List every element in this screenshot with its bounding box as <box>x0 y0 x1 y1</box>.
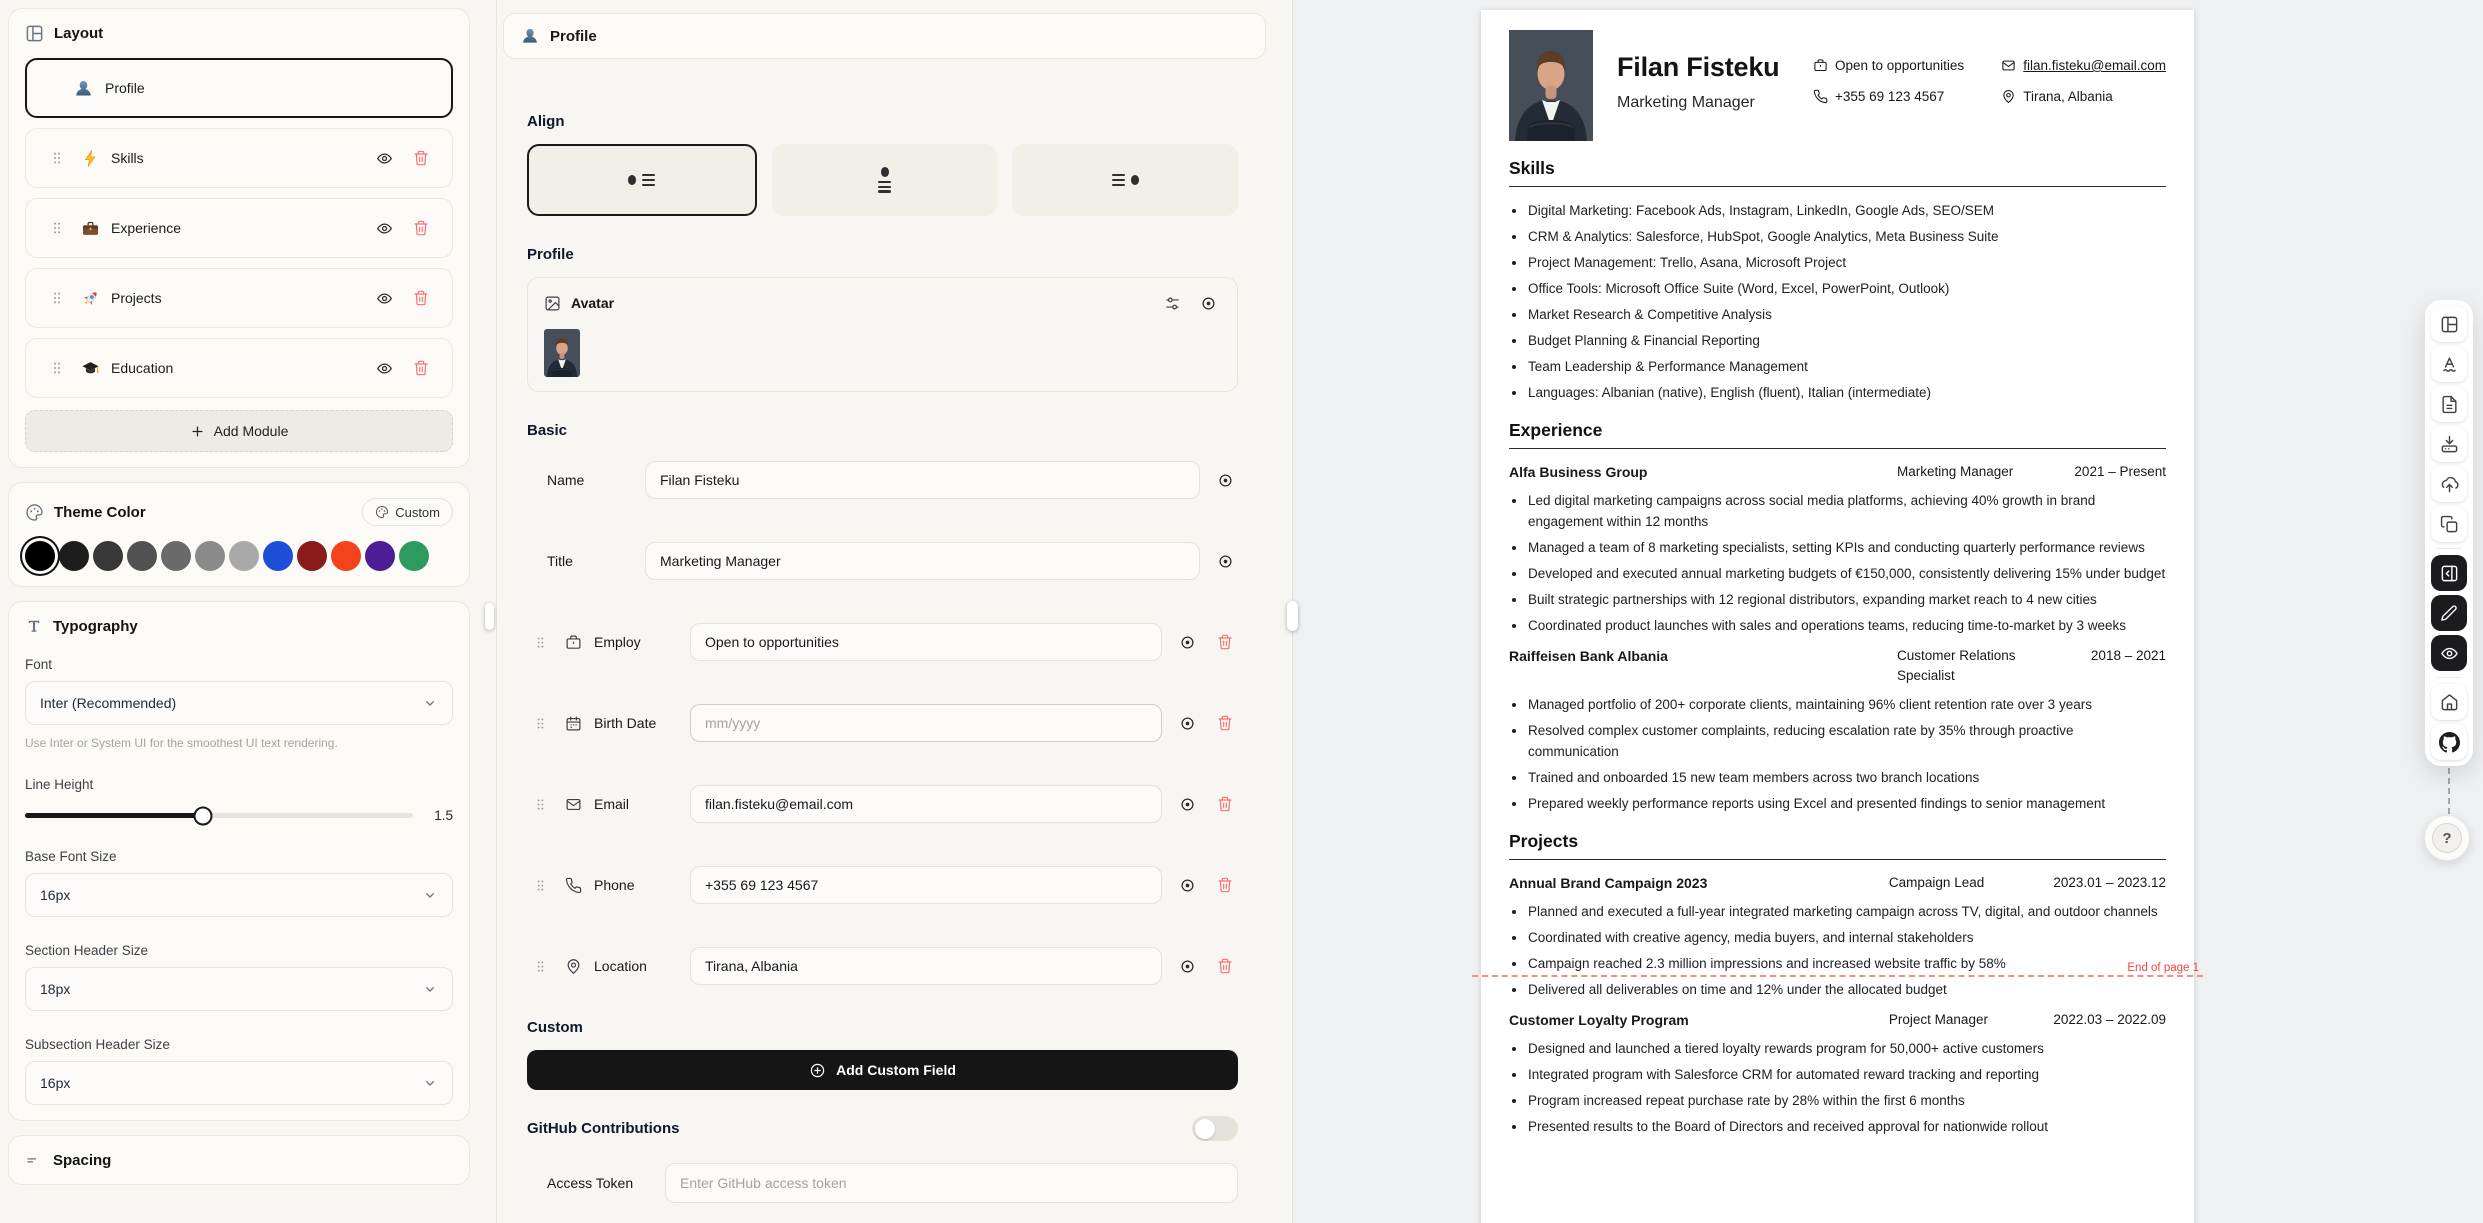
skill-item: • Office Tools: Microsoft Office Suite (Word, Excel, PowerPoint, Outlook) <box>1527 278 2166 299</box>
avatar-photo-image <box>544 329 580 377</box>
resume-page <box>1481 10 2199 1223</box>
visibility-toggle-button[interactable] <box>371 145 397 171</box>
field-visibility-button[interactable] <box>1174 629 1200 655</box>
drag-handle-icon[interactable] <box>527 791 553 817</box>
slider-knob[interactable] <box>194 806 213 825</box>
visibility-toggle-button[interactable] <box>371 285 397 311</box>
eye-icon <box>1200 295 1217 312</box>
font-select-value: Inter (Recommended) <box>40 695 177 711</box>
base-font-size-select[interactable] <box>25 873 453 917</box>
color-swatch[interactable] <box>263 541 293 571</box>
briefcase-emoji-icon <box>81 219 100 238</box>
project-period: 2023.01 – 2023.12 <box>2053 875 2166 890</box>
phone-field-label: Phone <box>594 877 635 893</box>
editor-resize-handle[interactable] <box>1287 601 1298 631</box>
project-role: Project Manager <box>1888 1012 1988 1027</box>
align-left-icon <box>628 174 655 186</box>
bullet-item: • Resolved complex customer complaints, reducing escalation rate by 35% through proactive communication <box>1527 720 2166 762</box>
add-module-label: Add Module <box>213 423 289 439</box>
typography-title: Typography <box>53 617 138 635</box>
skills-list <box>1509 200 2166 403</box>
typography-header <box>25 617 453 635</box>
delete-field-button[interactable] <box>1212 629 1238 655</box>
resume-header <box>1509 30 2166 141</box>
file-text-icon <box>2440 395 2459 414</box>
bullet-item: • Designed and launched a tiered loyalty rewards program for 50,000+ active customers <box>1527 1038 2166 1059</box>
name-input[interactable] <box>645 461 1200 499</box>
field-visibility-button[interactable] <box>1174 872 1200 898</box>
phone-icon <box>1813 89 1828 104</box>
skill-item: • Market Research & Competitive Analysis <box>1527 304 2166 325</box>
avatar-settings-button[interactable] <box>1159 290 1185 316</box>
layout-icon <box>25 24 44 43</box>
drag-handle-icon[interactable] <box>44 145 70 171</box>
floating-toolbar <box>2425 300 2473 766</box>
color-swatch[interactable] <box>229 541 259 571</box>
spacing-panel <box>8 1135 470 1185</box>
eye-icon <box>1179 877 1196 894</box>
cloud-sync-button[interactable] <box>2431 466 2467 502</box>
preview-mode-button[interactable] <box>2431 635 2467 671</box>
eye-icon <box>1179 715 1196 732</box>
entry-role: Marketing Manager <box>1897 464 2014 479</box>
line-height-slider-row <box>25 808 453 823</box>
color-swatch[interactable] <box>59 541 89 571</box>
person-icon <box>520 26 540 46</box>
experience-entry <box>1509 646 2166 814</box>
spacing-header <box>25 1151 453 1169</box>
drag-handle-icon[interactable] <box>44 215 70 241</box>
module-item-experience[interactable] <box>25 198 453 258</box>
bullet-item: • Campaign reached 2.3 million impressions and increased website traffic by 58% <box>1527 953 2166 974</box>
trash-icon <box>1217 877 1233 893</box>
name-field-label: Name <box>547 472 585 488</box>
profile-editor-panel <box>497 0 1293 1223</box>
skill-item: • Project Management: Trello, Asana, Microsoft Project <box>1527 252 2166 273</box>
title-input[interactable] <box>645 542 1200 580</box>
home-button[interactable] <box>2431 684 2467 720</box>
section-header-size-value: 18px <box>40 981 71 998</box>
drag-handle-icon[interactable] <box>44 285 70 311</box>
contact-employ: Open to opportunities <box>1813 58 1964 73</box>
add-module-button[interactable] <box>25 410 453 452</box>
add-custom-field-button[interactable] <box>527 1050 1238 1090</box>
eye-icon <box>1179 634 1196 651</box>
line-height-slider[interactable] <box>25 813 413 818</box>
custom-color-label: Custom <box>395 504 440 520</box>
avatar-card-header <box>544 290 1221 316</box>
color-swatch[interactable] <box>93 541 123 571</box>
drag-handle-icon[interactable] <box>527 710 553 736</box>
avatar-thumbnail[interactable] <box>544 329 580 377</box>
mail-icon <box>2001 58 2016 73</box>
typography-panel <box>8 601 470 1121</box>
align-right-icon <box>1112 174 1139 186</box>
trash-icon <box>1217 796 1233 812</box>
page-break-label: End of page 1 <box>2127 962 2199 974</box>
module-item-skills[interactable] <box>25 128 453 188</box>
plus-icon <box>190 424 205 439</box>
chevron-down-icon <box>422 887 438 903</box>
field-visibility-button[interactable] <box>1212 548 1238 574</box>
copy-icon <box>2440 515 2459 534</box>
resume-photo-image <box>1509 30 1593 141</box>
eye-icon <box>1179 958 1196 975</box>
layout-panel-header <box>25 24 453 43</box>
color-swatches <box>25 541 453 571</box>
section-divider <box>1509 448 2166 449</box>
typography-icon <box>25 617 43 635</box>
theme-color-panel <box>8 482 470 587</box>
field-row-phone <box>527 866 1238 904</box>
eye-icon <box>2440 644 2459 663</box>
bullet-item: • Coordinated product launches with sales and operations teams, reducing time-to-market by 3 weeks <box>1527 615 2166 636</box>
email-input[interactable] <box>690 785 1162 823</box>
help-button[interactable] <box>2424 815 2470 861</box>
field-row-employ <box>527 623 1238 661</box>
experience-entry <box>1509 462 2166 636</box>
font-style-icon <box>2440 355 2459 374</box>
color-swatch[interactable] <box>399 541 429 571</box>
entry-header <box>1509 873 2166 893</box>
entry-bullets <box>1509 901 2166 1000</box>
module-item-label: Skills <box>111 150 144 166</box>
skill-item: • Budget Planning & Financial Reporting <box>1527 330 2166 351</box>
map-pin-icon <box>565 958 582 975</box>
align-section-label: Align <box>527 113 565 130</box>
drag-handle-icon[interactable] <box>527 872 553 898</box>
chevron-down-icon <box>422 695 438 711</box>
delete-module-button[interactable] <box>408 215 434 241</box>
sliders-icon <box>1164 295 1181 312</box>
bullet-item: • Presented results to the Board of Directors and received approval for nationwide rollout <box>1527 1116 2166 1137</box>
eye-icon <box>1217 472 1234 489</box>
drag-handle-icon[interactable] <box>527 629 553 655</box>
base-font-size-value: 16px <box>40 887 71 904</box>
resume-preview-area <box>1293 0 2483 1223</box>
editor-header-title: Profile <box>550 27 597 45</box>
entry-bullets <box>1509 1038 2166 1137</box>
color-swatch[interactable] <box>127 541 157 571</box>
employ-input[interactable] <box>690 623 1162 661</box>
trash-icon <box>1217 715 1233 731</box>
mail-icon <box>565 796 582 813</box>
align-avatar-right-button[interactable] <box>1012 144 1238 216</box>
field-row-title <box>527 542 1238 580</box>
collapse-panel-button[interactable] <box>2431 555 2467 591</box>
delete-module-button[interactable] <box>408 285 434 311</box>
field-row-birth-date <box>527 704 1238 742</box>
person-icon <box>73 78 94 99</box>
bullet-item: • Prepared weekly performance reports using Excel and presented findings to senior management <box>1527 793 2166 814</box>
resume-identity <box>1617 30 1813 141</box>
help-question-glyph: ? <box>2432 823 2462 853</box>
resume-photo <box>1509 30 1593 141</box>
lightning-icon <box>81 149 100 168</box>
theme-color-title: Theme Color <box>54 503 146 521</box>
custom-color-button[interactable] <box>362 498 453 526</box>
project-entry <box>1509 1010 2166 1137</box>
color-swatch[interactable] <box>195 541 225 571</box>
field-row-name <box>527 461 1238 499</box>
field-visibility-button[interactable] <box>1174 710 1200 736</box>
section-divider <box>1509 859 2166 860</box>
module-item-label: Profile <box>105 80 145 96</box>
eye-icon <box>1217 553 1234 570</box>
color-swatch[interactable] <box>25 541 55 571</box>
toolbar-divider <box>2436 548 2462 549</box>
add-custom-field-label: Add Custom Field <box>836 1062 956 1078</box>
project-entry <box>1509 873 2166 1000</box>
briefcase-icon <box>565 634 582 651</box>
bullet-item: • Integrated program with Salesforce CRM for automated reward tracking and reporting <box>1527 1064 2166 1085</box>
bullet-item: • Managed a team of 8 marketing specialists, setting KPIs and conducting quarterly performance reviews <box>1527 537 2166 558</box>
align-center-icon <box>878 167 891 193</box>
document-button[interactable] <box>2431 386 2467 422</box>
entry-header <box>1509 462 2166 482</box>
sidebar <box>0 0 497 1223</box>
spacing-title: Spacing <box>53 1151 112 1169</box>
project-name: Customer Loyalty Program <box>1509 1012 1689 1028</box>
theme-color-header <box>25 498 453 526</box>
entry-period: 2021 – Present <box>2074 464 2166 479</box>
avatar-card <box>527 277 1238 392</box>
font-select[interactable] <box>25 681 453 725</box>
editor-body <box>497 113 1292 1203</box>
bullet-item: • Led digital marketing campaigns across social media platforms, achieving 40% growth in brand engagement within 12 months <box>1527 490 2166 532</box>
entry-company: Alfa Business Group <box>1509 464 1648 480</box>
delete-field-button[interactable] <box>1212 791 1238 817</box>
field-visibility-button[interactable] <box>1174 791 1200 817</box>
graduation-cap-icon <box>81 359 100 378</box>
typography-tool-button[interactable] <box>2431 346 2467 382</box>
section-header-size-select[interactable] <box>25 967 453 1011</box>
phone-icon <box>565 877 582 894</box>
delete-module-button[interactable] <box>408 355 434 381</box>
contact-location: Tirana, Albania <box>2001 89 2166 104</box>
spacing-icon <box>25 1151 43 1169</box>
panels-layout-icon <box>2440 315 2459 334</box>
profile-section-label: Profile <box>527 246 574 263</box>
contact-phone: +355 69 123 4567 <box>1813 89 1964 104</box>
entry-bullets <box>1509 694 2166 814</box>
palette-icon <box>25 503 44 522</box>
pencil-icon <box>2440 604 2458 622</box>
bullet-item: • Trained and onboarded 15 new team members across two branch locations <box>1527 767 2166 788</box>
bullet-item: • Built strategic partnerships with 12 regional distributors, expanding market reach to 4 new cities <box>1527 589 2166 610</box>
palette-icon <box>375 505 389 519</box>
email-link[interactable]: filan.fisteku@email.com <box>2023 58 2166 73</box>
editor-header <box>503 13 1266 59</box>
delete-module-button[interactable] <box>408 145 434 171</box>
drag-handle-icon[interactable] <box>527 953 553 979</box>
birth-date-input[interactable] <box>690 704 1162 742</box>
title-field-label: Title <box>547 553 573 569</box>
chevron-down-icon <box>422 1075 438 1091</box>
map-pin-icon <box>2001 89 2016 104</box>
employ-field-label: Employ <box>594 634 641 650</box>
bullet-item: • Delivered all deliverables on time and 12% under the allocated budget <box>1527 979 2166 1000</box>
download-button[interactable] <box>2431 426 2467 462</box>
delete-field-button[interactable] <box>1212 953 1238 979</box>
drag-handle-icon[interactable] <box>44 355 70 381</box>
image-icon <box>544 295 561 312</box>
resume-contact <box>1813 30 2166 141</box>
bullet-item: • Developed and executed annual marketing budgets of €150,000, consistently delivering 15% under budget <box>1527 563 2166 584</box>
subsection-header-size-label: Subsection Header Size <box>25 1037 170 1053</box>
section-header-size-label: Section Header Size <box>25 943 149 959</box>
home-icon <box>2440 693 2459 712</box>
field-visibility-button[interactable] <box>1174 953 1200 979</box>
color-swatch[interactable] <box>365 541 395 571</box>
projects-section-title: Projects <box>1509 831 1579 851</box>
phone-input[interactable] <box>690 866 1162 904</box>
entry-header <box>1509 1010 2166 1030</box>
github-icon <box>2439 732 2460 753</box>
module-item-label: Projects <box>111 290 162 306</box>
base-font-size-label: Base Font Size <box>25 849 117 865</box>
color-swatch[interactable] <box>331 541 361 571</box>
subsection-header-size-select[interactable] <box>25 1061 453 1105</box>
briefcase-icon <box>1813 58 1828 73</box>
contact-email <box>2001 58 2166 73</box>
resume-job-title: Marketing Manager <box>1617 94 1755 111</box>
skill-item: • Languages: Albanian (native), English (fluent), Italian (intermediate) <box>1527 382 2166 403</box>
field-row-location <box>527 947 1238 985</box>
section-divider <box>1509 186 2166 187</box>
skill-item: • Team Leadership & Performance Management <box>1527 356 2166 377</box>
visibility-toggle-button[interactable] <box>371 355 397 381</box>
bullet-item: • Program increased repeat purchase rate by 28% within the first 6 months <box>1527 1090 2166 1111</box>
custom-section-label: Custom <box>527 1019 583 1036</box>
avatar-label: Avatar <box>571 295 615 311</box>
github-contributions-label: GitHub Contributions <box>527 1120 680 1137</box>
edit-mode-button[interactable] <box>2431 595 2467 631</box>
module-item-label: Education <box>111 360 174 376</box>
color-swatch[interactable] <box>297 541 327 571</box>
sidebar-scrollbar[interactable] <box>485 603 494 630</box>
bullet-item: • Planned and executed a full-year integrated marketing campaign across TV, digital, and outdoor channels <box>1527 901 2166 922</box>
eye-icon <box>1179 796 1196 813</box>
entry-header <box>1509 646 2166 686</box>
line-height-value: 1.5 <box>434 808 453 824</box>
panel-close-icon <box>2440 564 2459 583</box>
birth-date-field-label: Birth Date <box>594 715 657 731</box>
avatar-visibility-button[interactable] <box>1195 290 1221 316</box>
entry-period: 2018 – 2021 <box>2090 648 2166 663</box>
module-item-projects[interactable] <box>25 268 453 328</box>
trash-icon <box>1217 958 1233 974</box>
copy-button[interactable] <box>2431 506 2467 542</box>
layout-panel-title: Layout <box>54 25 104 42</box>
module-item-education[interactable] <box>25 338 453 398</box>
delete-field-button[interactable] <box>1212 872 1238 898</box>
module-item-profile[interactable] <box>25 58 453 118</box>
cloud-upload-icon <box>2440 475 2459 494</box>
github-contributions-row <box>527 1116 1238 1141</box>
project-role: Campaign Lead <box>1888 875 1985 890</box>
download-icon <box>2440 435 2459 454</box>
delete-field-button[interactable] <box>1212 710 1238 736</box>
github-contributions-toggle[interactable] <box>1192 1116 1238 1141</box>
location-input[interactable] <box>690 947 1162 985</box>
basic-section-label: Basic <box>527 422 568 439</box>
entry-bullets <box>1509 490 2166 636</box>
calendar-icon <box>565 715 582 732</box>
skills-section-title: Skills <box>1509 158 1555 178</box>
github-button[interactable] <box>2431 724 2467 760</box>
entry-company: Raiffeisen Bank Albania <box>1509 648 1668 664</box>
module-item-label: Experience <box>111 220 182 236</box>
project-period: 2022.03 – 2022.09 <box>2053 1012 2166 1027</box>
align-avatar-center-button[interactable] <box>772 144 998 216</box>
font-label: Font <box>25 657 53 672</box>
toolbar-divider <box>2436 677 2462 678</box>
field-visibility-button[interactable] <box>1212 467 1238 493</box>
entry-role: Customer Relations Specialist <box>1897 648 2016 683</box>
line-height-label: Line Height <box>25 777 94 793</box>
chevron-down-icon <box>422 981 438 997</box>
visibility-toggle-button[interactable] <box>371 215 397 241</box>
slider-fill <box>25 813 203 818</box>
skill-item: • Digital Marketing: Facebook Ads, Instagram, LinkedIn, Google Ads, SEO/SEM <box>1527 200 2166 221</box>
templates-button[interactable] <box>2431 306 2467 342</box>
skill-item: • CRM & Analytics: Salesforce, HubSpot, Google Analytics, Meta Business Suite <box>1527 226 2166 247</box>
access-token-label: Access Token <box>547 1175 634 1191</box>
plus-circle-icon <box>809 1062 826 1079</box>
field-row-email <box>527 785 1238 823</box>
color-swatch[interactable] <box>161 541 191 571</box>
access-token-input[interactable] <box>665 1163 1238 1203</box>
subsection-header-size-value: 16px <box>40 1075 71 1092</box>
align-options <box>527 144 1238 216</box>
experience-section-title: Experience <box>1509 420 1603 440</box>
bullet-item: • Coordinated with creative agency, media buyers, and internal stakeholders <box>1527 927 2166 948</box>
access-token-row <box>527 1163 1238 1203</box>
font-hint: Use Inter or System UI for the smoothest UI text rendering. <box>25 736 338 750</box>
trash-icon <box>1217 634 1233 650</box>
align-avatar-left-button[interactable] <box>527 144 757 216</box>
email-field-label: Email <box>594 796 630 812</box>
project-name: Annual Brand Campaign 2023 <box>1509 875 1708 891</box>
bullet-item: • Managed portfolio of 200+ corporate clients, maintaining 96% client retention rate over 3 years <box>1527 694 2166 715</box>
location-field-label: Location <box>594 958 647 974</box>
rocket-icon <box>81 289 100 308</box>
resume-name: Filan Fisteku <box>1617 52 1780 82</box>
layout-panel <box>8 8 470 468</box>
